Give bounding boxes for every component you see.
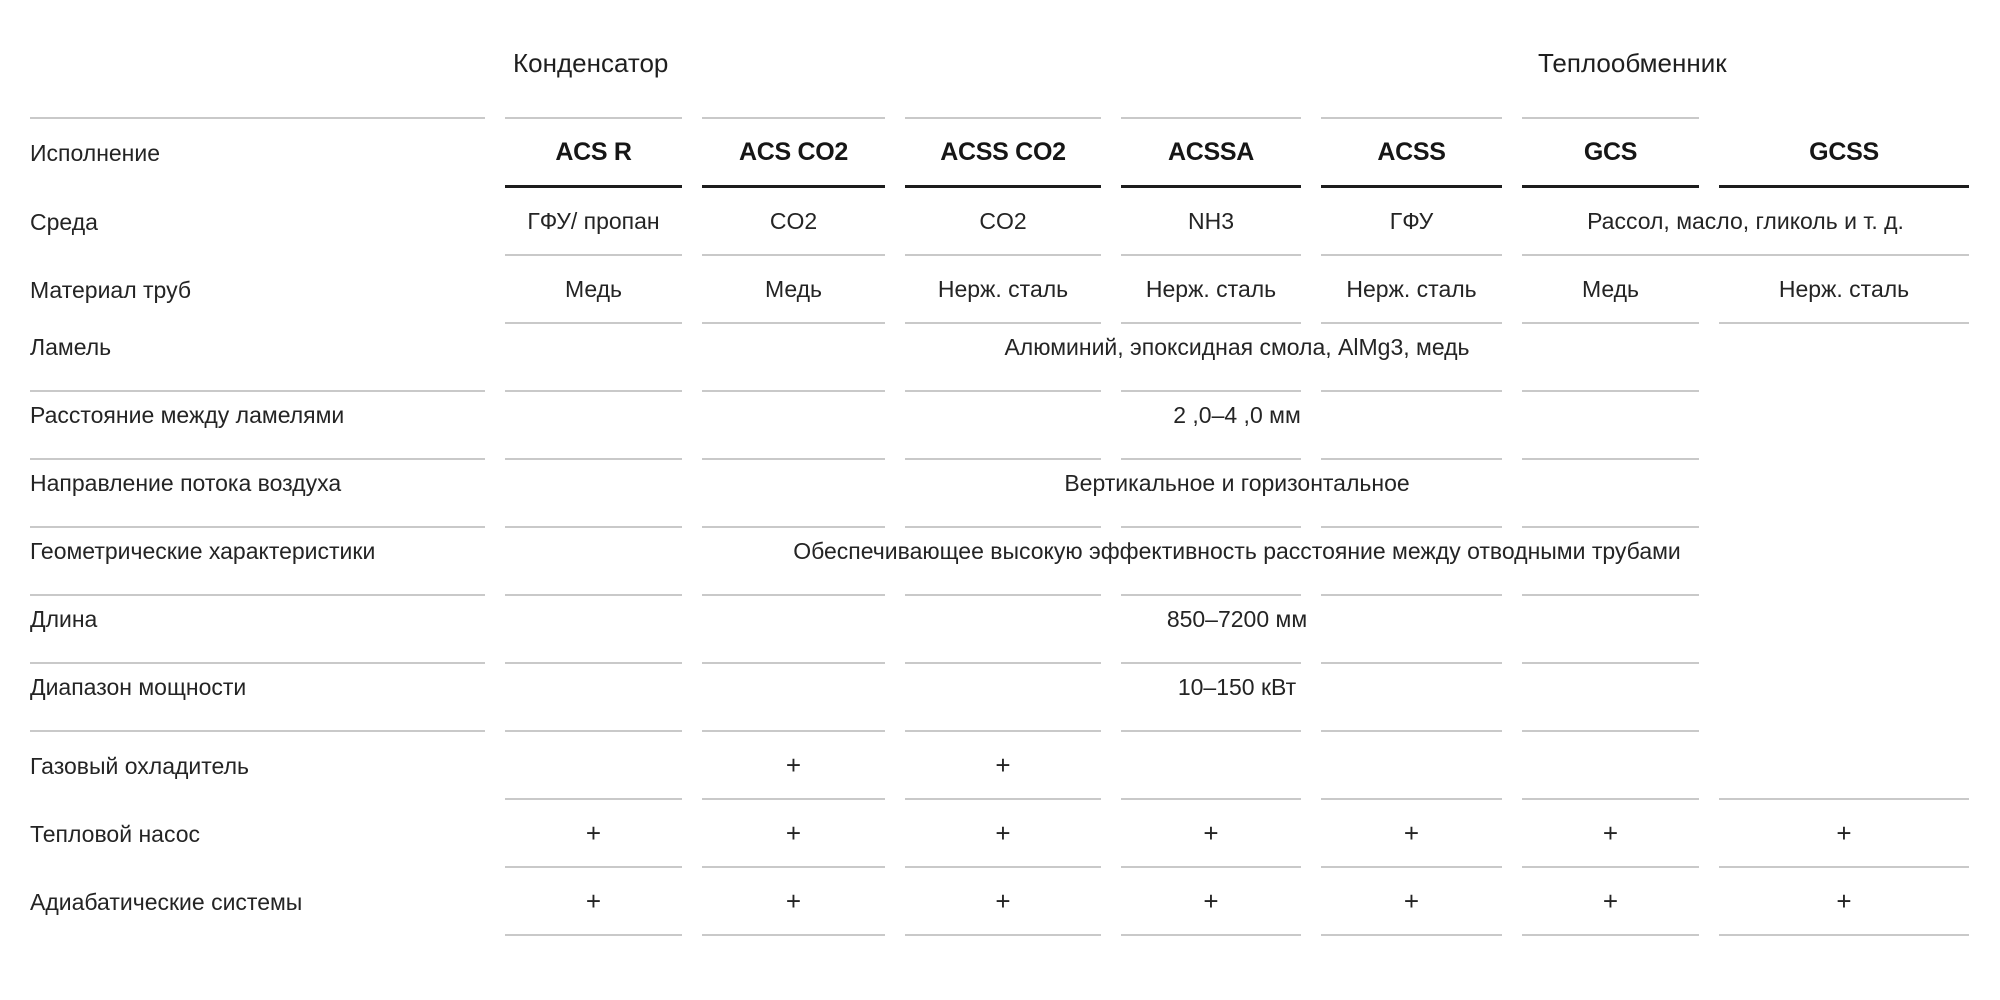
table-row <box>30 324 1969 392</box>
underline-segment <box>1522 439 1699 461</box>
underline-segment <box>1321 711 1502 733</box>
underline-segment <box>505 371 682 393</box>
row-label: Ламель <box>30 333 112 360</box>
group-header-condenser: Конденсатор <box>513 47 669 78</box>
table-row <box>30 256 1969 324</box>
plus-mark-cell: + <box>905 868 1101 936</box>
underline-segment <box>30 507 485 529</box>
value-cell: CO2 <box>905 188 1101 256</box>
value-cell: Медь <box>505 256 682 324</box>
group-underline-segment <box>1121 92 1301 120</box>
merged-value: Обеспечивающее высокую эффективность расстояние между отводными трубами <box>793 537 1681 564</box>
underline-segment <box>1321 575 1502 597</box>
underline-segment <box>905 371 1101 393</box>
row-label: Адиабатические системы <box>30 888 303 915</box>
plus-mark-cell: + <box>1522 868 1699 936</box>
group-underline-segment <box>702 92 885 120</box>
underline-segment <box>1321 507 1502 529</box>
row-label: Среда <box>30 208 98 235</box>
value-cell: Нерж. сталь <box>905 256 1101 324</box>
plus-mark-cell: + <box>505 800 682 868</box>
value-cell: NH3 <box>1121 188 1301 256</box>
empty-cell <box>505 732 682 800</box>
column-header-acssa: ACSSA <box>1121 119 1301 188</box>
column-header-acs-r: ACS R <box>505 119 682 188</box>
table-row <box>30 392 1969 460</box>
table-row <box>30 596 1969 664</box>
group-header-row <box>30 35 1969 119</box>
table-row <box>30 528 1969 596</box>
column-header-acss: ACSS <box>1321 119 1502 188</box>
column-header-acs-co2: ACS CO2 <box>702 119 885 188</box>
underline-segment <box>702 711 885 733</box>
underline-segment <box>905 711 1101 733</box>
plus-mark-cell: + <box>1121 800 1301 868</box>
underline-segment <box>905 439 1101 461</box>
plus-mark-cell: + <box>1719 868 1969 936</box>
underline-segment <box>905 643 1101 665</box>
table-row <box>30 188 1969 256</box>
underline-segment <box>702 439 885 461</box>
underline-segment <box>1522 711 1699 733</box>
group-underline-segment <box>1321 92 1502 120</box>
row-label-ispolnenie: Исполнение <box>30 140 161 166</box>
value-cell: Нерж. сталь <box>1121 256 1301 324</box>
underline-segment <box>1121 439 1301 461</box>
underline-segment <box>30 371 485 393</box>
table-row <box>30 732 1969 800</box>
underline-segment <box>1522 507 1699 529</box>
plus-mark-cell: + <box>702 732 885 800</box>
underline-segment <box>1121 507 1301 529</box>
plus-mark-cell: + <box>1321 800 1502 868</box>
column-header-acss-co2: ACSS CO2 <box>905 119 1101 188</box>
table-row <box>30 664 1969 732</box>
group-underline-segment <box>30 92 485 120</box>
underline-segment <box>1121 575 1301 597</box>
row-label: Тепловой насос <box>30 820 201 847</box>
plus-mark-cell: + <box>1522 800 1699 868</box>
value-cell: ГФУ <box>1321 188 1502 256</box>
value-cell: Нерж. сталь <box>1719 256 1969 324</box>
merged-value: Алюминий, эпоксидная смола, AlMg3, медь <box>1004 333 1470 360</box>
row-label: Диапазон мощности <box>30 673 247 700</box>
plus-mark-cell: + <box>905 800 1101 868</box>
underline-segment <box>1522 371 1699 393</box>
group-row-spacer <box>30 35 485 92</box>
plus-mark-cell: + <box>1121 868 1301 936</box>
plus-mark-cell: + <box>702 868 885 936</box>
column-header-row <box>30 119 1969 188</box>
underline-segment <box>505 643 682 665</box>
row-label: Материал труб <box>30 276 192 303</box>
plus-mark-cell: + <box>1321 868 1502 936</box>
row-label: Направление потока воздуха <box>30 469 342 496</box>
underline-segment <box>505 507 682 529</box>
group-underline-segment <box>1522 92 1699 120</box>
column-header-gcss: GCSS <box>1719 119 1969 188</box>
group-header-heat-exchanger: Теплообменник <box>1538 47 1727 78</box>
empty-cell <box>1321 732 1502 800</box>
underline-segment <box>30 643 485 665</box>
underline-segment <box>702 371 885 393</box>
underline-segment <box>1522 643 1699 665</box>
merged-value: 2 ,0–4 ,0 мм <box>1173 401 1301 428</box>
underline-segment <box>505 575 682 597</box>
underline-segment <box>1321 371 1502 393</box>
empty-cell <box>1719 732 1969 800</box>
table-row <box>30 868 1969 936</box>
underline-segment <box>30 711 485 733</box>
merged-value: 10–150 кВт <box>1177 673 1297 700</box>
empty-cell <box>1121 732 1301 800</box>
underline-segment <box>505 439 682 461</box>
group-underline-segment <box>905 92 1101 120</box>
column-header-gcs: GCS <box>1522 119 1699 188</box>
plus-mark-cell: + <box>1719 800 1969 868</box>
underline-segment <box>905 507 1101 529</box>
underline-segment <box>1121 643 1301 665</box>
group-underline-segment <box>505 92 682 120</box>
value-cell: Рассол, масло, гликоль и т. д. <box>1522 188 1969 256</box>
row-label: Длина <box>30 605 98 632</box>
value-cell: ГФУ/ пропан <box>505 188 682 256</box>
plus-mark-cell: + <box>702 800 885 868</box>
table-row <box>30 460 1969 528</box>
row-label: Газовый охладитель <box>30 752 249 779</box>
underline-segment <box>505 711 682 733</box>
plus-mark-cell: + <box>505 868 682 936</box>
underline-segment <box>30 575 485 597</box>
value-cell: Медь <box>702 256 885 324</box>
underline-segment <box>905 575 1101 597</box>
empty-cell <box>1522 732 1699 800</box>
table-row <box>30 800 1969 868</box>
underline-segment <box>702 575 885 597</box>
value-cell: CO2 <box>702 188 885 256</box>
underline-segment <box>1121 711 1301 733</box>
underline-segment <box>702 643 885 665</box>
underline-segment <box>702 507 885 529</box>
plus-mark-cell: + <box>905 732 1101 800</box>
row-label: Геометрические характеристики <box>30 537 376 564</box>
underline-segment <box>1121 371 1301 393</box>
value-cell: Медь <box>1522 256 1699 324</box>
underline-segment <box>1321 439 1502 461</box>
underline-segment <box>1321 643 1502 665</box>
underline-segment <box>1522 575 1699 597</box>
spec-table <box>30 35 1969 936</box>
merged-value: 850–7200 мм <box>1166 605 1308 632</box>
underline-segment <box>30 439 485 461</box>
row-label: Расстояние между ламелями <box>30 401 345 428</box>
merged-value: Вертикальное и горизонтальное <box>1064 469 1410 496</box>
value-cell: Нерж. сталь <box>1321 256 1502 324</box>
